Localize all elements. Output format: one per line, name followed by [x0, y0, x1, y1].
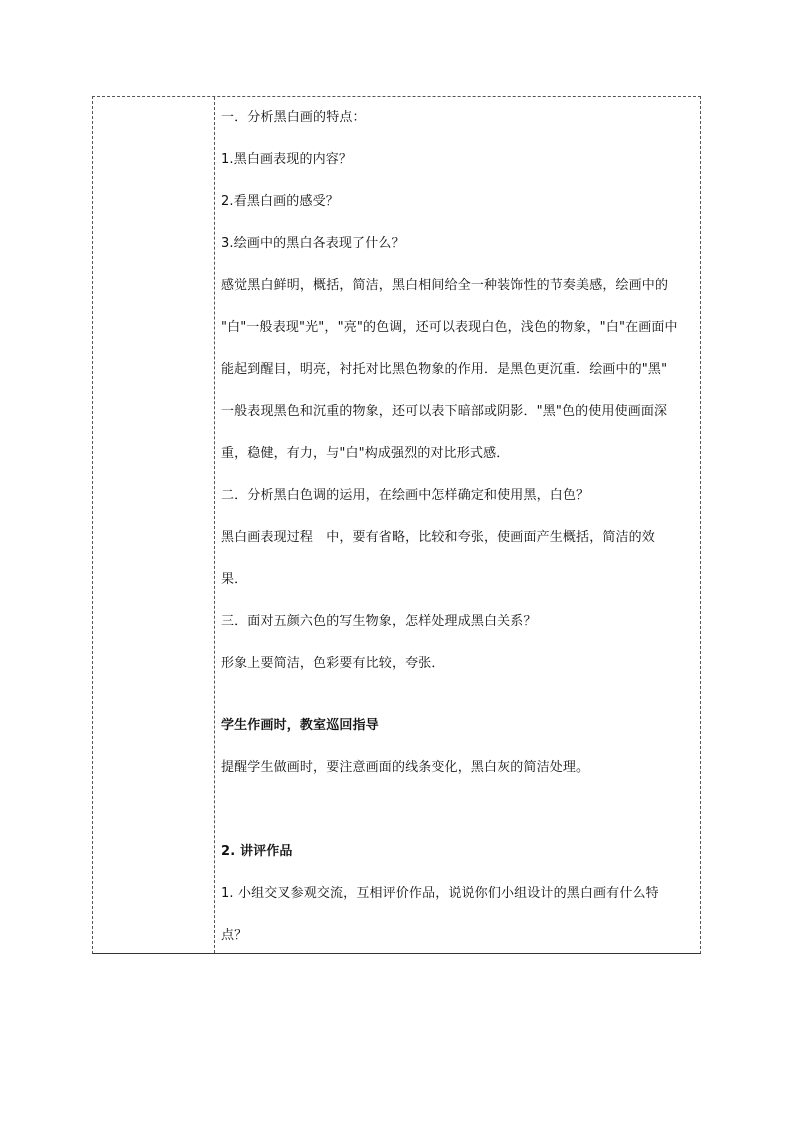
- column-divider: [214, 97, 215, 953]
- answer-paragraph-line: 感觉黑白鲜明，概括，简洁，黑白相间给全一种装饰性的节奏美感，绘画中的: [221, 278, 669, 293]
- answer-paragraph-line: 形象上要简洁，色彩要有比较，夸张．: [221, 656, 445, 671]
- section-heading-3: 三．面对五颜六色的写生物象，怎样处理成黑白关系？: [221, 614, 537, 629]
- answer-paragraph-line: 果．: [221, 572, 248, 587]
- review-paragraph-line: 点？: [221, 928, 248, 943]
- table-left-cell: [93, 97, 214, 953]
- answer-paragraph-line: 一般表现黑色和沉重的物象，还可以表下暗部或阴影．"黑"色的使用使画面深: [221, 404, 668, 419]
- question-1: 1.黑白画表现的内容？: [221, 152, 353, 167]
- activity-heading: 学生作画时，教室巡回指导: [221, 718, 379, 733]
- section-heading-1: 一．分析黑白画的特点：: [221, 110, 366, 125]
- activity-note: 提醒学生做画时，要注意画面的线条变化，黑白灰的简洁处理。: [221, 760, 590, 775]
- lesson-table: [92, 96, 701, 954]
- review-paragraph-line: 1. 小组交叉参观交流，互相评价作品，说说你们小组设计的黑白画有什么特: [221, 886, 659, 901]
- answer-paragraph-line: 黑白画表现过程 中，要有省略，比较和夸张，使画面产生概括，简洁的效: [221, 530, 655, 545]
- question-3: 3.绘画中的黑白各表现了什么？: [221, 236, 405, 251]
- question-2: 2.看黑白画的感受？: [221, 194, 339, 209]
- section-heading-2: 二．分析黑白色调的运用，在绘画中怎样确定和使用黑，白色？: [221, 488, 590, 503]
- answer-paragraph-line: 重，稳健，有力，与"白"构成强烈的对比形式感．: [221, 446, 510, 461]
- answer-paragraph-line: 能起到醒目，明亮，衬托对比黑色物象的作用．是黑色更沉重．绘画中的"黑": [221, 362, 668, 377]
- answer-paragraph-line: "白"一般表现"光"，"亮"的色调，还可以表现白色，浅色的物象，"白"在画面中: [221, 320, 678, 335]
- review-heading: 2. 讲评作品: [221, 844, 293, 859]
